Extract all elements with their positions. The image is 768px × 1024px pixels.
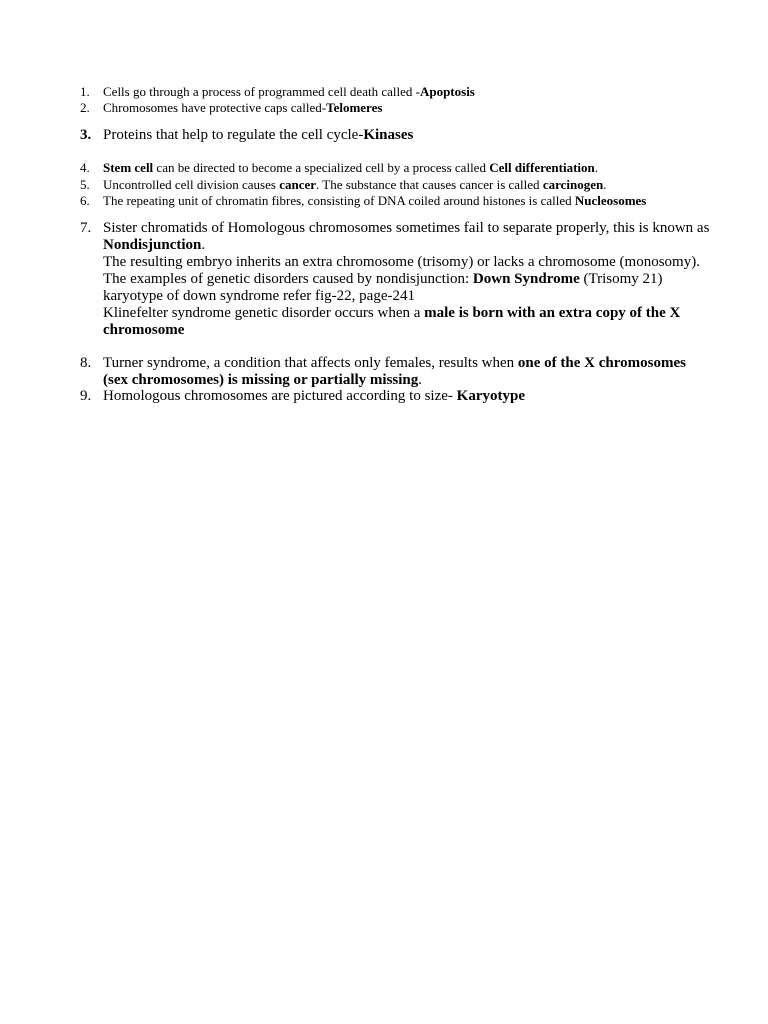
item-number: 5. [80,177,90,192]
term-cell-differentiation: Cell differentiation [489,160,595,175]
item-text-plain: Chromosomes have protective caps called- [103,100,327,115]
term-carcinogen: carcinogen [542,177,604,192]
item-number: 9. [80,388,92,404]
item-text [103,84,713,100]
item-number: 2. [80,100,90,115]
item-text-end: . [603,177,607,192]
item-text-plain: . The substance that causes cancer is called [316,177,543,192]
item-paragraph-5 [103,305,713,339]
item-text-plain: The examples of genetic disorders caused by nondisjunction: [103,271,473,287]
item-text [103,193,713,209]
item-text-plain: The repeating unit of chromatin fibres, consisting of DNA coiled around histones is called [103,193,575,208]
item-text-plain: Sister chromatids of Homologous chromosomes sometimes fail to separate properly, this is known as [103,220,710,236]
item-number: 4. [80,160,90,175]
term-telomeres: Telomeres [326,100,383,115]
item-text-plain: can be directed to become a specialized cell by a process called [153,160,490,175]
item-text-plain: Proteins that help to regulate the cell cycle- [103,127,364,143]
item-text [103,355,713,389]
item-number: 7. [80,220,92,236]
term-nondisjunction: Nondisjunction [103,237,202,253]
term-klinefelter-cause: male is born with an extra copy of the X chromosome [103,305,681,338]
item-number: 8. [80,355,92,371]
item-text [103,177,713,193]
term-karyotype: Karyotype [456,388,525,404]
item-text-plain: Uncontrolled cell division causes [103,177,280,192]
item-text [103,127,713,144]
item-text-plain: Homologous chromosomes are pictured according to size- [103,388,457,404]
term-turner-cause: one of the X chromosomes (sex chromosomes) is missing or partially missing [103,355,686,388]
item-text-plain: Turner syndrome, a condition that affects only females, results when [103,355,518,371]
item-text [103,388,713,405]
item-paragraph-3 [103,271,713,288]
term-cancer: cancer [279,177,316,192]
item-number: 6. [80,193,90,208]
item-text-end: . [418,372,423,388]
item-text [103,100,713,116]
item-number: 1. [80,84,90,99]
item-text-plain: Klinefelter syndrome genetic disorder occurs when a [103,305,425,321]
item-text-end: (Trisomy 21) [579,271,663,287]
item-text [103,220,713,339]
item-paragraph-1 [103,220,713,254]
term-kinases: Kinases [363,127,414,143]
term-nucleosomes: Nucleosomes [574,193,647,208]
item-text [103,160,713,176]
item-text-end: . [594,160,599,175]
term-stem-cell: Stem cell [103,160,154,175]
term-apoptosis: Apoptosis [419,84,475,99]
item-number: 3. [80,127,92,143]
term-down-syndrome: Down Syndrome [472,271,580,287]
item-text-end: . [201,237,206,253]
item-paragraph-4: karyotype of down syndrome refer fig-22, page-241 [103,288,415,304]
item-text-plain: Cells go through a process of programmed cell death called - [103,84,420,99]
item-paragraph-2: The resulting embryo inherits an extra chromosome (trisomy) or lacks a chromosome (monosomy). [103,254,700,270]
